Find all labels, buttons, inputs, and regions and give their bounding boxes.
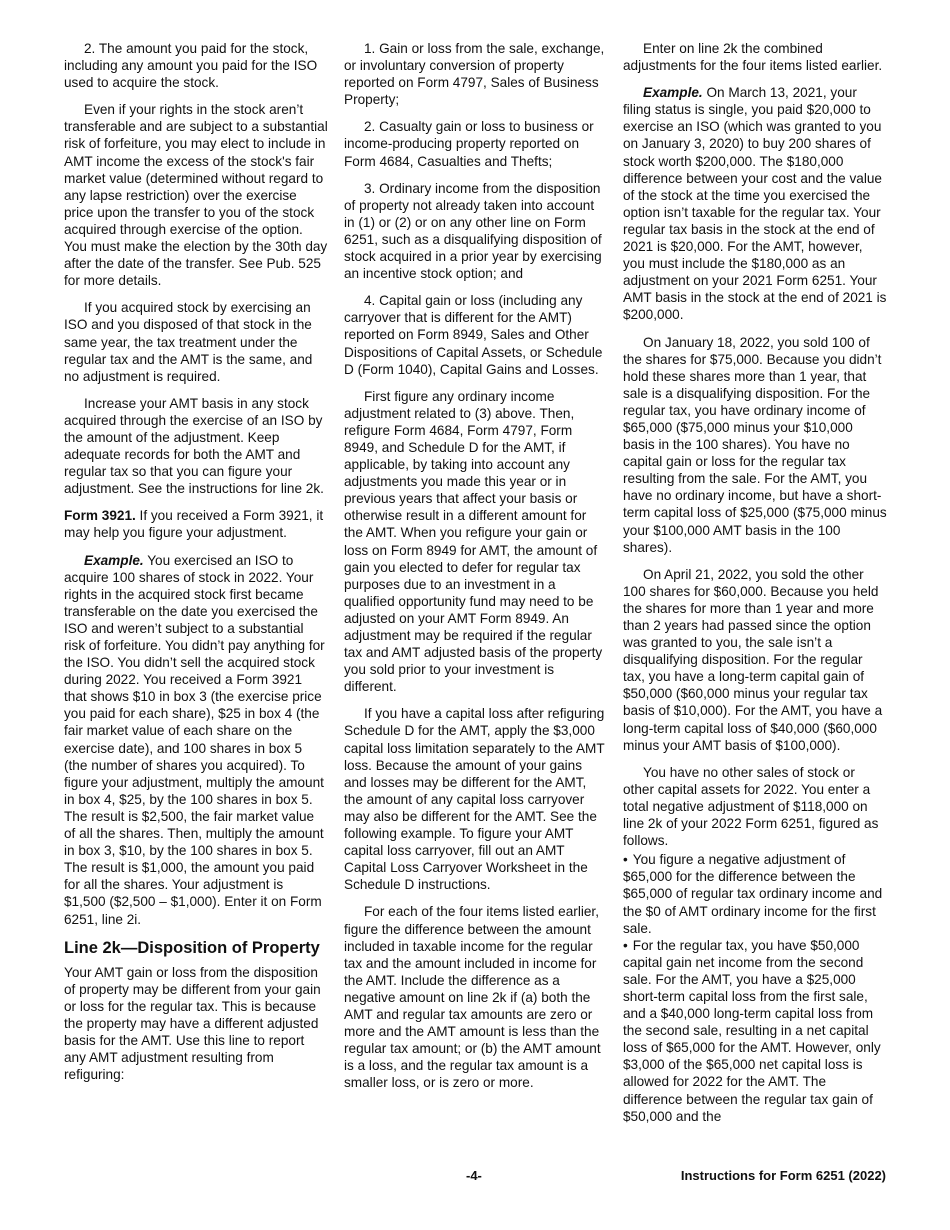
bullet-item: • For the regular tax, you have $50,000 capital gain net income from the second sale. For the AMT, you have a $25,000 short-term capital loss from the first sale, and a $40,000 long-term capital loss from the second sale, resulting in a net capital loss of $65,000 for the AMT. However, only $3,000 of the $65,000 net capital loss is allowed for 2022 for the AMT. The difference between the regular tax gain of $50,000 and the <box>623 937 887 1125</box>
bullet-list <box>623 851 887 1125</box>
paragraph: Even if your rights in the stock aren’t transferable and are subject to a substantial risk of forfeiture, you may elect to include in AMT income the excess of the stock's fair market value (determined without regard to any lapse restriction) over the exercise price upon the transfer to you of the stock acquired through exercise of the option. You must make the election by the 30th day after the date of the transfer. See Pub. 525 for more details. <box>64 102 328 289</box>
column-3 <box>623 40 887 1125</box>
paragraph: If you acquired stock by exercising an ISO and you disposed of that stock in the same year, the tax treatment under the regular tax and the AMT is the same, and no adjustment is required. <box>64 300 313 384</box>
example-label: Example. <box>643 85 703 101</box>
column-1 <box>64 40 328 1093</box>
paragraph: For each of the four items listed earlier, figure the difference between the amount included in taxable income for the regular tax and the amount included in income for the AMT. Include the difference as a negative amount on line 2k if (a) both the AMT and regular tax amounts are zero or more and the AMT amount is less than the regular tax amount; or (b) the AMT amount is a loss, and the regular tax amount is a smaller loss, or is zero or more. <box>344 904 601 1091</box>
paragraph: If you have a capital loss after refiguring Schedule D for the AMT, apply the $3,000 capital loss limitation separately to the AMT loss. Because the amount of your gains and losses may be different for the AMT, the amount of any capital loss carryover may also be different for the AMT. See the following example. To figure your AMT capital loss carryover, fill out an AMT Capital Loss Carryover Worksheet in the Schedule D instructions. <box>344 706 605 893</box>
column-2 <box>344 40 608 1101</box>
paragraph-text: If you received a Form 3921, it may help you figure your adjustment. <box>64 508 324 541</box>
paragraph: First figure any ordinary income adjustment related to (3) above. Then, refigure Form 4684, Form 4797, Form 8949, and Schedule D for the AMT, if applicable, by taking into account any adjustments you made this year or in previous years that affect your basis or otherwise result in a different amount for the AMT. When you refigure your gain or loss on Form 8949 for AMT, the amount of gain you elected to defer for regular tax purposes due to an investment in a qualified opportunity fund may need to be adjusted on your AMT Form 8949. An adjustment may be required if the regular tax and AMT adjusted basis of the property you sold prior to your investment is different. <box>344 388 603 695</box>
example-label: Example. <box>84 552 144 568</box>
list-item: 3. Ordinary income from the disposition of property not already taken into account in (1) or (2) or on any other line on Form 6251, such as a disqualifying disposition of stock acquired in a prior year by exercising an incentive stock option; and <box>344 180 602 282</box>
paragraph: On January 18, 2022, you sold 100 of the shares for $75,000. Because you didn’t hold these shares more than 1 year, that sale is a disqualifying disposition. For the regular tax, you have ordinary income of $65,000 ($75,000 minus your $10,000 basis in the 100 shares). You have no capital gain or loss for the regular tax resulting from the sale. For the AMT, you have no ordinary income, but have a short-term capital loss of $25,000 ($75,000 minus your $100,000 AMT basis in the 100 shares). <box>623 334 887 555</box>
bullet-item: • You figure a negative adjustment of $65,000 for the difference between the $65,000 of regular tax ordinary income and the $0 of AMT ordinary income for the first sale. <box>623 851 887 936</box>
example-paragraph <box>623 84 887 323</box>
list-item: 2. Casualty gain or loss to business or income-producing property reported on Form 4684, Casualties and Thefts; <box>344 119 594 169</box>
paragraph: Your AMT gain or loss from the disposition of property may be different from your gain or loss for the regular tax. This is because the property may have a different adjusted basis for the AMT. Use this line to report any AMT adjustment resulting from refiguring: <box>64 964 321 1083</box>
paragraph-text: You exercised an ISO to acquire 100 shares of stock in 2022. Your rights in the acquired stock first became transferable on the date you exercised the ISO and weren’t subject to a substantial risk of forfeiture. You didn’t pay anything for the ISO. You didn’t sell the acquired stock during 2022. You received a Form 3921 that shows $10 in box 3 (the exercise price you paid for each share), $25 in box 4 (the fair market value of each share on the exercise date), and 100 shares in box 5 (the number of shares you acquired). To figure your adjustment, multiply the amount in box 4, $25, by the 100 shares in box 5. The result is $2,500, the fair market value of all the shares. Then, multiply the amount in box 3, $10, by the 100 shares in box 5. The result is $1,000, the amount you paid for all the shares. Your adjustment is $1,500 ($2,500 – $1,000). Enter it on Form 6251, line 2i. <box>64 552 325 927</box>
paragraph-text: On March 13, 2021, your filing status is single, you paid $20,000 to exercise an ISO (which was granted to you on January 3, 2020) to buy 200 shares of stock worth $200,000. The $180,000 difference between your cost and the value of the stock at the time you exercised the option isn’t taxable for the regular tax. Your regular tax basis in the stock at the end of 2021 is $20,000. For the AMT, however, you must include the $180,000 as an adjustment on your 2021 Form 6251. Your AMT basis in the stock at the end of 2021 is $200,000. <box>623 85 887 323</box>
list-item: 1. Gain or loss from the sale, exchange, or involuntary conversion of property reported on Form 4797, Sales of Business Property; <box>344 41 605 108</box>
section-heading: Line 2k—Disposition of Property <box>64 938 320 957</box>
page-number: -4- <box>466 1168 482 1183</box>
form-3921-paragraph <box>64 507 328 541</box>
run-in-heading: Form 3921. <box>64 508 136 524</box>
paragraph: 2. The amount you paid for the stock, including any amount you paid for the ISO used to acquire the stock. <box>64 41 318 91</box>
paragraph: Increase your AMT basis in any stock acquired through the exercise of an ISO by the amount of the adjustment. Keep adequate records for both the AMT and regular tax so that you can figure your adjustment. See the instructions for line 2k. <box>64 395 324 497</box>
paragraph: On April 21, 2022, you sold the other 100 shares for $60,000. Because you held the shares for more than 1 year and more than 2 years had passed since the option was granted to you, the sale isn’t a disqualifying disposition. For the regular tax, you have a long-term capital gain of $50,000 ($60,000 minus your regular tax basis of $10,000). For the AMT, you have a long-term capital loss of $40,000 ($60,000 minus your AMT basis of $100,000). <box>623 566 883 753</box>
footer-title: Instructions for Form 6251 (2022) <box>680 1168 886 1183</box>
paragraph: You have no other sales of stock or other capital assets for 2022. You enter a total negative adjustment of $118,000 on line 2k of your 2022 Form 6251, figured as follows. <box>623 764 879 849</box>
list-item: 4. Capital gain or loss (including any carryover that is different for the AMT) reported on Form 8949, Sales and Other Dispositions of Capital Assets, or Schedule D (Form 1040), Capital Gains and Losses. <box>344 293 603 377</box>
paragraph: Enter on line 2k the combined adjustments for the four items listed earlier. <box>623 41 883 74</box>
example-paragraph <box>64 552 328 928</box>
